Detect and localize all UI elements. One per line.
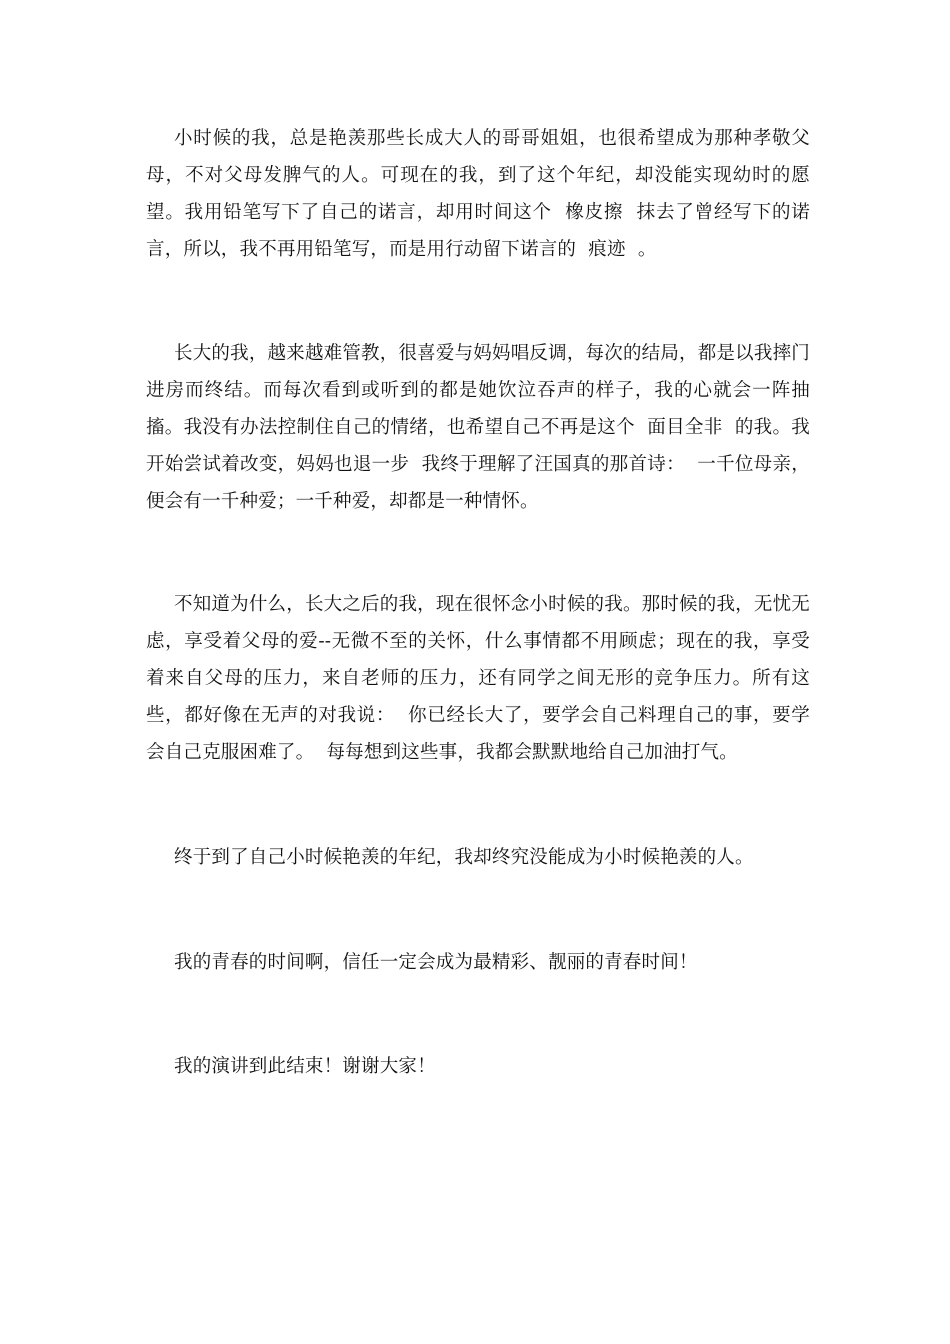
paragraph-4: 终于到了自己小时候艳羡的年纪，我却终究没能成为小时候艳羡的人。 xyxy=(174,847,754,868)
paragraph-6: 我的演讲到此结束！谢谢大家！ xyxy=(174,1056,436,1077)
paragraph-5: 我的青春的时间啊，信任一定会成为最精彩、靓丽的青春时间！ xyxy=(174,952,698,973)
paragraph-1: 小时候的我，总是艳羡那些长成大人的哥哥姐姐，也很希望成为那种孝敬父母，不对父母发脾气的人。可现在的我，到了这个年纪，却没能实现幼时的愿望。我用铅笔写下了自己的诺言，却用时间这个 橡皮擦 抹去了曾经写下的诺言，所以，我不再用铅笔写，而是用行动留下诺言的 痕迹 。 xyxy=(146,128,810,260)
paragraph-2: 长大的我，越来越难管教，很喜爱与妈妈唱反调，每次的结局，都是以我摔门进房而终结。而每次看到或听到的都是她饮泣吞声的样子，我的心就会一阵抽搐。我没有办法控制住自己的情绪，也希望自己不再是这个 面目全非 的我。我开始尝试着改变，妈妈也退一步 我终于理解了汪国真的那首诗： 一千位母亲，便会有一千种爱；一千种爱，却都是一种情怀。 xyxy=(146,343,810,512)
paragraph-3: 不知道为什么，长大之后的我，现在很怀念小时候的我。那时候的我，无忧无虑，享受着父母的爱--无微不至的关怀，什么事情都不用顾虑；现在的我，享受着来自父母的压力，来自老师的压力，还有同学之间无形的竞争压力。所有这些，都好像在无声的对我说： 你已经长大了，要学会自己料理自己的事，要学会自己克服困难了。 每每想到这些事，我都会默默地给自己加油打气。 xyxy=(146,594,810,763)
